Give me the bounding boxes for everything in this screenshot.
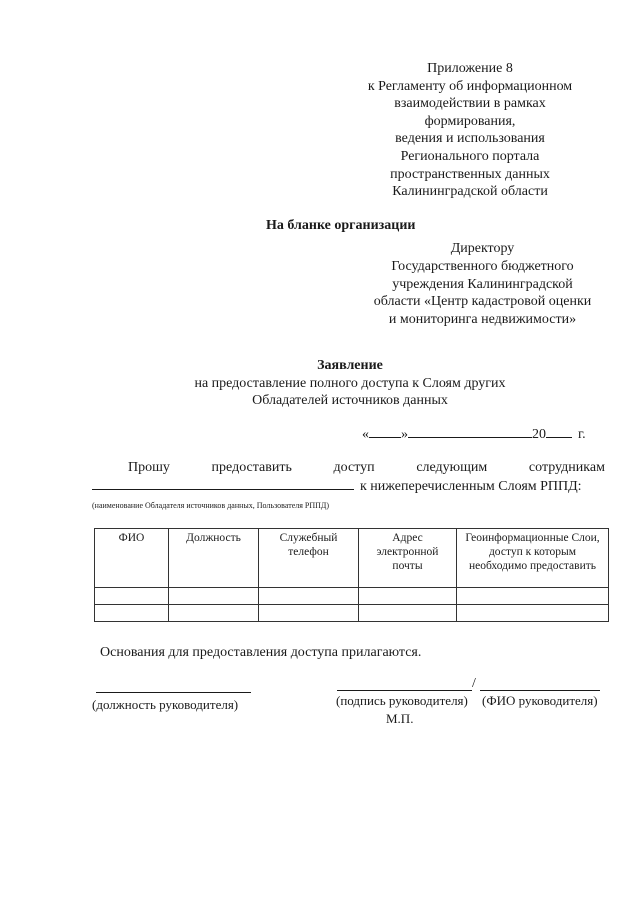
table-header-row <box>95 529 609 588</box>
table-row <box>95 588 609 605</box>
appendix-line: Приложение 8 <box>427 61 513 76</box>
table-cell[interactable] <box>169 605 259 622</box>
request-word: сотрудникам <box>528 460 605 475</box>
access-table <box>94 528 609 622</box>
addressee-line: Государственного бюджетного <box>391 258 574 274</box>
table-cell[interactable] <box>359 588 457 605</box>
name-signature-line[interactable] <box>480 690 600 691</box>
name-label: (ФИО руководителя) <box>482 693 598 708</box>
statement-subtitle-line: на предоставление полного доступа к Слоям других <box>194 376 506 391</box>
table-cell[interactable] <box>95 605 169 622</box>
addressee-line: учреждения Калининградской <box>392 276 573 292</box>
header-position: Должность <box>169 529 259 588</box>
stamp-label: М.П. <box>386 711 414 726</box>
day-blank[interactable] <box>369 425 401 438</box>
statement-title: Заявление <box>317 358 383 373</box>
request-line-2 <box>92 477 582 495</box>
date-open-quote: « <box>362 427 369 442</box>
position-label: (должность руководителя) <box>92 697 239 712</box>
request-line-2-text: к нижеперечисленным Слоям РППД: <box>360 479 582 494</box>
request-word: следующим <box>416 460 488 475</box>
appendix-line: ведения и использования <box>395 131 545 147</box>
appendix-line: формирования, <box>424 113 516 129</box>
year-prefix: 20 <box>532 427 546 442</box>
request-word: Прошу <box>128 460 170 475</box>
date-close-quote: » <box>401 427 408 442</box>
table-cell[interactable] <box>259 605 359 622</box>
table-cell[interactable] <box>359 605 457 622</box>
organization-hint: (наименование Обладателя источников данных, Пользователя РППД) <box>92 501 330 510</box>
position-signature-line[interactable] <box>96 692 251 693</box>
statement-subtitle <box>0 375 640 409</box>
appendix-line: к Регламенту об информационном <box>367 78 573 94</box>
statement-subtitle-line: Обладателей источников данных <box>252 393 448 408</box>
appendix-line: пространственных данных <box>390 166 550 182</box>
table-row <box>95 605 609 622</box>
request-word: предоставить <box>211 460 292 475</box>
request-word: доступ <box>333 460 375 475</box>
addressee-line: Директору <box>450 241 515 256</box>
year-blank[interactable] <box>546 425 572 438</box>
header-fio: ФИО <box>95 529 169 588</box>
date-line <box>362 425 586 443</box>
table-cell[interactable] <box>169 588 259 605</box>
organization-blank[interactable] <box>92 477 354 490</box>
header-layers: Геоинформационные Слои, доступ к которым необходимо предоставить <box>457 529 609 588</box>
appendix-line: взаимодействии в рамках <box>394 96 546 112</box>
table-cell[interactable] <box>95 588 169 605</box>
header-phone: Служебный телефон <box>259 529 359 588</box>
signature-separator: / <box>472 676 476 691</box>
addressee-line: области «Центр кадастровой оценки <box>373 294 592 310</box>
table-cell[interactable] <box>457 588 609 605</box>
addressee-line: и мониторинга недвижимости» <box>388 312 577 328</box>
appendix-line: Регионального портала <box>400 148 540 164</box>
signature-label: (подпись руководителя) <box>336 693 468 708</box>
year-suffix: г. <box>578 427 586 442</box>
signature-line[interactable] <box>337 690 472 691</box>
table-cell[interactable] <box>259 588 359 605</box>
basis-text: Основания для предоставления доступа прилагаются. <box>100 645 422 660</box>
blank-heading: На бланке организации <box>266 218 416 233</box>
appendix-block <box>340 60 600 201</box>
request-line <box>128 460 605 476</box>
table-cell[interactable] <box>457 605 609 622</box>
month-blank[interactable] <box>408 425 532 438</box>
appendix-line: Калининградской области <box>392 184 548 200</box>
header-email: Адрес электронной почты <box>359 529 457 588</box>
addressee-block <box>355 240 610 329</box>
